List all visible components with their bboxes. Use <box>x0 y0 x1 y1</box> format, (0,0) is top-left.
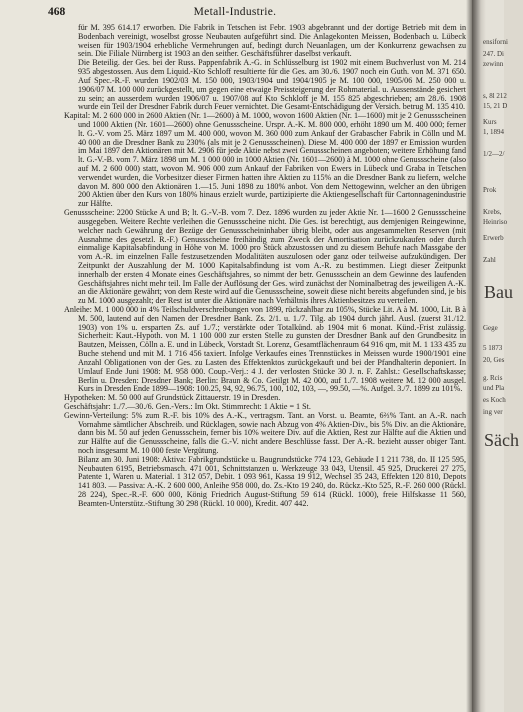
adjacent-text-line: g. Rcis <box>483 374 503 382</box>
document-body <box>64 24 466 708</box>
adjacent-text-line: Heinriso <box>483 218 508 226</box>
bond-section: Anleihe: M. 1 000 000 in 4% Teilschuldverschreibungen von 1899, rückzahlbar zu 105%, Stücke Lit. A à M. 1000, Lit. B à M. 500, lautend auf den Namen der Dresdner Bank. Zs. 2/1. u. 1./7. Tilg. ab 1904 durch jährl. Ausl. (zuerst 31./12. 1903) von 1% u. ersparten Zs. auf 1./7.; verstärkte oder Totalkünd. ab 1904 mit 6 monat. Künd.-Frist zulässig. Sicherheit: Kaut.-Hypoth. von M. 1 100 000 zur ersten Stelle zu gunsten der Dresdner Bank auf den Grundbesitz in Bautzen, Meissen, Cölln a. E. und in Lübeck, Vorstadt St. Lorenz, Gesamtflächenraum 64 916 qm, mit M. 1 133 435 zu Buche stehend und mit M. 1 716 456 taxiert. Infolge Verkaufes eines Trennstückes in Meissen wurde 1900/1901 eine Anzahl Obligationen von der Ges. zu Lasten des Effektenktos zurückgekauft und bei der Pfandhalterin deponiert. In Umlauf Ende Juni 1908: M. 958 000. Coup.-Verj.: 4 J. der verlosten Stücke 30 J. n. F. Zahlst.: Gesellschaftskasse; Berlin u. Dresden: Dresdner Bank; Berlin: Braun & Co. Getilgt M. 42 000, auf 1./7. 1908 weitere M. 12 000 ausgel. Kurs in Dresden Ende 1899—1908: 100.25, 94, 92, 96.75, 100, 102, 103, —, 99.50, —%. Aufgel. 3./7. 1899 zu 101%. <box>64 305 466 394</box>
adjacent-text-line: es Koch <box>483 396 506 404</box>
adjacent-text-line: 20, Ges <box>483 356 505 364</box>
adjacent-text-line: Kurs <box>483 118 497 126</box>
adjacent-text-line: Zahl <box>483 256 496 264</box>
page-header <box>0 4 470 22</box>
adjacent-text-line: Gege <box>483 324 498 332</box>
adjacent-text-line: ing ver <box>483 408 503 416</box>
adjacent-page-edge <box>472 0 519 712</box>
profit-distribution-section: Gewinn-Verteilung: 5% zum R.-F. bis 10% des A.-K., vertragsm. Tant. an Vorst. u. Beamte, 6⅔% Tant. an A.-R. nach Vornahme sämtlicher Abschreib. und Rücklagen, sowie nach Abzug von 4% Aktien-Div., bis 5% Div. an die Aktionäre, dann bis M. 50 auf jeden Genussschein, ferner bis 10% weitere Div. auf die Aktien, Rest zur Hälfte auf die Aktien und zur Hälfte auf die Genussscheine, falls die G.-V. nicht andere Beschlüsse fasst. Der A.-R. bezieht ausser obiger Tant. noch insgesamt M. 10 000 feste Vergütung. <box>64 410 466 455</box>
balance-sheet-section: Bilanz am 30. Juni 1908: Aktiva: Fabrikgrundstücke u. Baugrundstücke 774 123, Gebäude I 1 211 738, do. II 125 595, Neubauten 6195, Betriebsmasch. 471 001, Schnittstanzen u. Werkzeuge 33 043, Utensil. 45 925, Druckerei 27 275, Patente 1, Waren u. Material. 1 312 057, Debit. 1 093 961, Kassa 19 912, Wechsel 35 243, Effekten 120 810, Depots 141 803. — Passiva: A.-K. 2 600 000, Anleihe 958 000, do. Zs.-Kto 19 240, do. Rückz.-Kto 525, R.-F. 260 000 (Rückl. 28 224), Spec.-R.-F. 600 000, König Friedrich August-Stiftung 59 614 (Rückl. 1000), freie Hilfskasse 11 560, Beamten-Unterstütz.-Stiftung 30 298 (Rückl. 10 000), Kredit. 407 442. <box>78 454 466 508</box>
adjacent-text-line: s, 8l 212 <box>483 92 507 100</box>
adjacent-text-line: 247. Di <box>483 50 504 58</box>
page-number: 468 <box>48 6 66 18</box>
profit-certificates-section: Genussscheine: 2200 Stücke A und B; lt. G.-V.-B. vom 7. Dez. 1896 wurden zu jeder Aktie Nr. 1—1600 2 Genussscheine ausgegeben. Weitere Rechte verleihen die Genussscheine nicht. Die Ges. ist berechtigt, aus demjenigen Reingewinne, welcher nach Gewährung der Bezüge der Genussscheininhaber übrig bleibt, oder aus angesammelten Reserven (mit Ausnahme des gesetzl. R.-F.) Genussscheine freihändig zum Zweck der Amortisation zurückzukaufen oder durch einmalige Kapitalsabfindung in Höhe von M. 1000 pro Stück abzustossen und zu diesem Behufe nach Massgabe der vom A.-R. im einzelnen Falle festzusetzenden Modalitäten auszulosen oder ganz oder teilweise aufzukündigen. Der Zeitpunkt der Auszahlung der M. 1000 Kapitalsabfindung ist vom A.-R. zu bestimmen. Liegt dieser Zeitpunkt innerhalb der ersten 4 Monate eines Geschäftsjahres, so nimmt der betr. Genussschein an dem Gewinne des laufenden Geschäftsjahres nicht mehr teil. Im Falle der Auflösung der Ges. wird zunächst der Nominalbetrag des jeweiligen A.-K. an die Aktionäre gewährt; von dem Reste wird auf die Genussscheine, soweit diese nicht bereits abgefunden sind, je bis zu M. 1000 ausgezahlt; der Rest ist unter die Aktionäre nach Verhältnis ihres Aktienbesitzes zu verteilen. <box>64 208 466 306</box>
adjacent-text-line: 5 1873 <box>483 344 503 352</box>
adjacent-text-line: Erwerb <box>483 234 504 242</box>
adjacent-text-line: 15, 21 D <box>483 102 508 110</box>
adjacent-text-line: zewinn <box>483 60 504 68</box>
adjacent-text-line: 1/2—2/ <box>483 150 505 158</box>
capital-section: Kapital: M. 2 600 000 in 2600 Aktien (Nr. 1—2600) à M. 1000, wovon 1600 Aktien (Nr. 1—1600) mit je 2 Genussscheinen und 1000 Aktien (Nr. 1601—2600) ohne Genussscheine. Urspr. A.-K. M. 800 000, erhöht 1890 um M. 400 000; ferner lt. G.-V. vom 25. März 1897 um M. 400 000, wovon M. 360 000 zum Ankauf der Grabascher Fabrik in Cölln und M. 40 000 an die Dresdner Bank zu 230% (als mit je 2 Genussscheinen). Diese M. 400 000 der 1897 er Emission wurden im Mai 1897 den Aktionären mit M. 2906 für jede Aktie nebst zwei Genussscheinen angeboten; weitere Erhöhung fand lt. G.-V.-B. vom 7. März 1898 um M. 1 000 000 in 1000 Aktien (Nr. 1601—2600) à M. 1000 ohne Genussscheine (also auf M. 2 600 000) statt, wovon M. 906 000 zum Ankauf der Fabriken von Ewers in Lübeck und Graba in Tetschen verwendet wurden, die Vorbesitzer dieser Firmen hatten ihre Aktien zu 115% an die Dresdner Bank zu liefern, welche davon M. 800 000 den Aktionären 1.—15. Juni 1898 zu 180% anbot. Von dem Nettogewinn, welcher an den übrigen 200 Aktien über den Kurs von 180% hinaus erzielt wurde, partizipierte die Aktiengesellschaft für Cartonnagenindustrie zur Hälfte. <box>64 111 466 209</box>
participation-paragraph: Die Beteilig. der Ges. bei der Russ. Pappenfabrik A.-G. in Schlüsselburg ist 1902 mit einem Buchverlust von M. 214 935 abgestossen. Aus dem Liquid.-Kto Schloff resultierte für die Ges. am 30./6. 1907 noch ein Guth. von M. 371 650. Auf Spec.-R.-F. wurden 1902/03 M. 150 000, 1903/1904 und 1904/1905 je M. 100 000, 1905/06 M. 250 000 u. 1906/07 M. 100 000 zurückgestellt, um gegen eine etwaige Preissteigerung der Rohmaterial. u. Aussenstände gesichert zu sein; an ausserdem wurden 1906/07 u. 1907/08 auf Kto Schkloff je M. 155 825 abgeschrieben; am 28./6. 1908 wurde ein Teil der Dresdner Fabrik durch Feuer vernichtet. Die Gesamt-Entschädigung der Versich. betrug M. 135 410. <box>78 58 466 112</box>
adjacent-text-line: ensiforni <box>483 38 508 46</box>
adjacent-text-line: Prok <box>483 186 497 194</box>
adjacent-text-line: Krebs, <box>483 208 502 216</box>
running-title: Metall-Industrie. <box>193 6 277 18</box>
adjacent-heading: Säch <box>484 430 519 450</box>
company-history-paragraph: für M. 395 614.17 erworben. Die Fabrik in Tetschen ist Febr. 1903 abgebrannt und der dortige Betrieb mit dem in Bodenbach vereinigt, woselbst grosse Neubauten aufgeführt sind. Die Anlagekonten Meissen, Bodenbach u. Lübeck weisen für 1903/1904 erhebliche Vermehrungen auf, bedingt durch Neuanlagen, um der Konkurrenz gewachsen zu sein. Die Filiale Nürnberg ist 1903 an den seither. Geschäftsführer daselbst verkauft. <box>78 23 466 59</box>
fiscal-year-line: Geschäftsjahr: 1./7.—30./6. Gen.-Vers.: Im Okt. Stimmrecht: 1 Aktie = 1 St. <box>64 401 311 411</box>
adjacent-text-line: 1, 1894 <box>483 128 504 136</box>
adjacent-heading: Bau <box>484 282 513 302</box>
adjacent-text-line: und Pla <box>483 384 505 392</box>
mortgages-line: Hypotheken: M. 50 000 auf Grundstück Zittauerstr. 19 in Dresden. <box>64 393 281 403</box>
